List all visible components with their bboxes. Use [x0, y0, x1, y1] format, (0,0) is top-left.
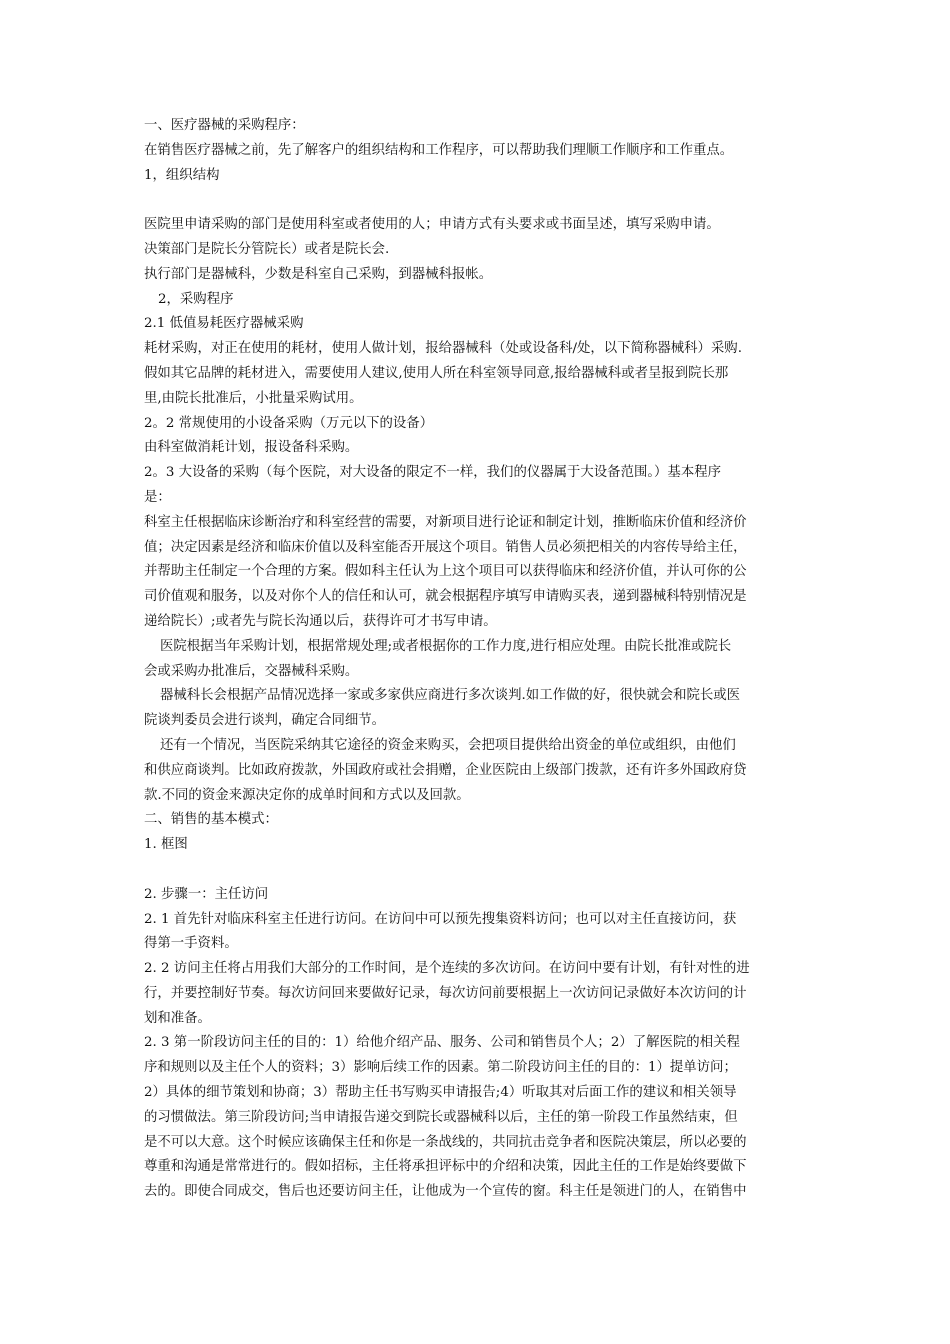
paragraph-line: 得第一手资料。: [144, 936, 238, 952]
paragraph-line: 2. 2 访问主任将占用我们大部分的工作时间，是个连续的多次访问。在访问中要有计划，有针对性的进: [144, 961, 750, 977]
subheading-2-2: 2。2 常规使用的小设备采购（万元以下的设备）: [144, 415, 434, 431]
subheading-org-structure: 1，组织结构: [144, 167, 220, 183]
paragraph-line: 和供应商谈判。比如政府拨款，外国政府或社会捐赠，企业医院由上级部门拨款，还有许多外国政府贷: [144, 762, 747, 778]
subheading-diagram: 1. 框图: [144, 837, 188, 853]
paragraph-line: 器械科长会根据产品情况选择一家或多家供应商进行多次谈判.如工作做的好，很快就会和院长或医: [160, 688, 741, 704]
paragraph-line: 是：: [144, 489, 171, 505]
paragraph-line: 司价值观和服务，以及对你个人的信任和认可，就会根据程序填写申请购买表，递到器械科特别情况是: [144, 589, 747, 605]
paragraph-line: 院谈判委员会进行谈判，确定合同细节。: [144, 713, 386, 729]
paragraph-line: 款.不同的资金来源决定你的成单时间和方式以及回款。: [144, 787, 470, 803]
document-body: [144, 114, 824, 1205]
paragraph-line: 递给院长）;或者先与院长沟通以后，获得许可才书写申请。: [144, 613, 497, 629]
paragraph-line: 序和规则以及主任个人的资料；3）影响后续工作的因素。第二阶段访问主任的目的：1）提单访问；: [144, 1060, 737, 1076]
paragraph-line: 由科室做消耗计划，报设备科采购。: [144, 440, 359, 456]
paragraph-line: 执行部门是器械科，少数是科室自己采购，到器械科报帐。: [144, 266, 493, 282]
paragraph-line: 还有一个情况，当医院采纳其它途径的资金来购买，会把项目提供给出资金的单位或组织，由他们: [160, 737, 736, 753]
paragraph-line: 去的。即使合同成交，售后也还要访问主任，让他成为一个宣传的窗。科主任是领进门的人，在销售中: [144, 1184, 747, 1200]
paragraph-line: 是不可以大意。这个时候应该确保主任和你是一条战线的，共同抗击竞争者和医院决策层，所以必要的: [144, 1134, 747, 1150]
paragraph-line: 医院里申请采购的部门是使用科室或者使用的人；申请方式有头要求或书面呈述，填写采购申请。: [144, 217, 720, 233]
paragraph-line: 在销售医疗器械之前，先了解客户的组织结构和工作程序，可以帮助我们理顺工作顺序和工作重点。: [144, 142, 734, 158]
section-heading-procurement: 一、医疗器械的采购程序：: [144, 118, 305, 133]
paragraph-line: 并帮助主任制定一个合理的方案。假如科主任认为上这个项目可以获得临床和经济价值，并认可你的公: [144, 564, 747, 580]
paragraph-line: 2）具体的细节策划和协商；3）帮助主任书写购买申请报告;4）听取其对后面工作的建议和相关领导: [144, 1085, 737, 1101]
paragraph-line: 划和准备。: [144, 1010, 211, 1026]
paragraph-line: 耗材采购，对正在使用的耗材，使用人做计划，报给器械科（处或设备科/处，以下简称器械科）采购.: [144, 341, 742, 357]
paragraph-line: 里,由院长批准后，小批量采购试用。: [144, 390, 363, 406]
paragraph-line: 2. 1 首先针对临床科室主任进行访问。在访问中可以预先搜集资料访问；也可以对主任直接访问，获: [144, 911, 737, 927]
paragraph-line: 值；决定因素是经济和临床价值以及科室能否开展这个项目。销售人员必须把相关的内容传导给主任，: [144, 539, 747, 555]
paragraph-line: 的习惯做法。第三阶段访问;当申请报告递交到院长或器械科以后，主任的第一阶段工作虽然结束，但: [144, 1109, 738, 1125]
section-heading-sales-model: 二、销售的基本模式：: [144, 812, 278, 828]
blank-line: [144, 188, 824, 213]
paragraph-line: 2. 3 第一阶段访问主任的目的：1）给他介绍产品、服务、公司和销售员个人；2）了解医院的相关程: [144, 1035, 740, 1051]
paragraph-line: 决策部门是院长分管院长）或者是院长会.: [144, 241, 390, 257]
paragraph-line: 科室主任根据临床诊断治疗和科室经营的需要，对新项目进行论证和制定计划，推断临床价值和经济价: [144, 514, 747, 530]
paragraph-line: 行，并要控制好节奏。每次访问回来要做好记录，每次访问前要根据上一次访问记录做好本次访问的计: [144, 985, 747, 1001]
subheading-2-3: 2。3 大设备的采购（每个医院，对大设备的限定不一样，我们的仪器属于大设备范围。）基本程序: [144, 465, 721, 481]
blank-line: [144, 858, 824, 883]
subheading-procurement-procedure: 2，采购程序: [158, 291, 234, 307]
paragraph-line: 会或采购办批准后，交器械科采购。: [144, 663, 359, 679]
paragraph-line: 尊重和沟通是常常进行的。假如招标，主任将承担评标中的介绍和决策，因此主任的工作是始终要做下: [144, 1159, 747, 1175]
paragraph-line: 假如其它品牌的耗材进入，需要使用人建议,使用人所在科室领导同意,报给器械科或者呈报到院长那: [144, 365, 729, 381]
subheading-2-1: 2.1 低值易耗医疗器械采购: [144, 316, 304, 332]
subheading-step-one: 2. 步骤一：主任访问: [144, 886, 269, 902]
paragraph-line: 医院根据当年采购计划，根据常规处理;或者根据你的工作力度,进行相应处理。由院长批准或院长: [160, 638, 732, 654]
